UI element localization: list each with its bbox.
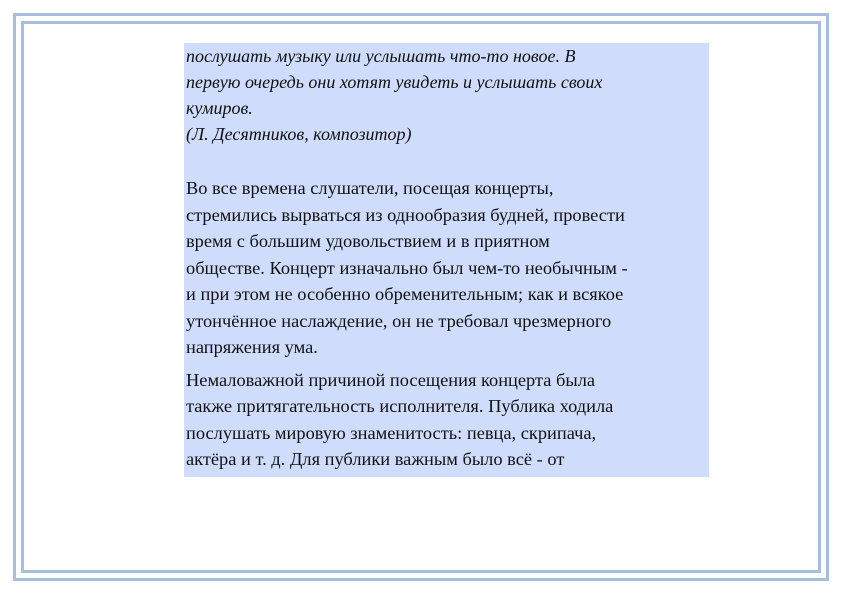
paragraph-line: послушать мировую знаменитость: певца, скрипача, [186, 422, 597, 443]
paragraph-line: Во все времена слушатели, посещая концерты, [186, 178, 554, 198]
text-box [184, 43, 709, 477]
paragraph-line: Немаловажной причиной посещения концерта была [186, 369, 596, 390]
paragraph-line: актёра и т. д. Для публики важным было всё - от [186, 449, 565, 469]
paragraph-line: время с большим удовольствием и в приятном [186, 231, 550, 251]
quote-line: послушать музыку или услышать что-то новое. В [186, 46, 576, 66]
paragraph-line: утончённое наслаждение, он не требовал чрезмерного [186, 310, 612, 331]
quote-block [186, 43, 707, 147]
quote-line: первую очередь они хотят увидеть и услышать своих [186, 72, 603, 92]
paragraph-line: также притягательность исполнителя. Публика ходила [186, 396, 614, 416]
paragraph-line: и при этом не особенно обременительным; как и всякое [186, 284, 624, 304]
quote-line: кумиров. [186, 98, 253, 118]
quote-attribution: (Л. Десятников, композитор) [186, 124, 412, 144]
paragraph-1 [186, 175, 707, 361]
paragraph-line: обществе. Концерт изначально был чем-то необычным - [186, 257, 628, 278]
paragraph-line: стремились вырваться из однообразия будней, провести [186, 204, 625, 225]
paragraph-line: напряжения ума. [186, 337, 318, 357]
spacer [186, 147, 707, 175]
paragraph-2 [186, 367, 707, 473]
